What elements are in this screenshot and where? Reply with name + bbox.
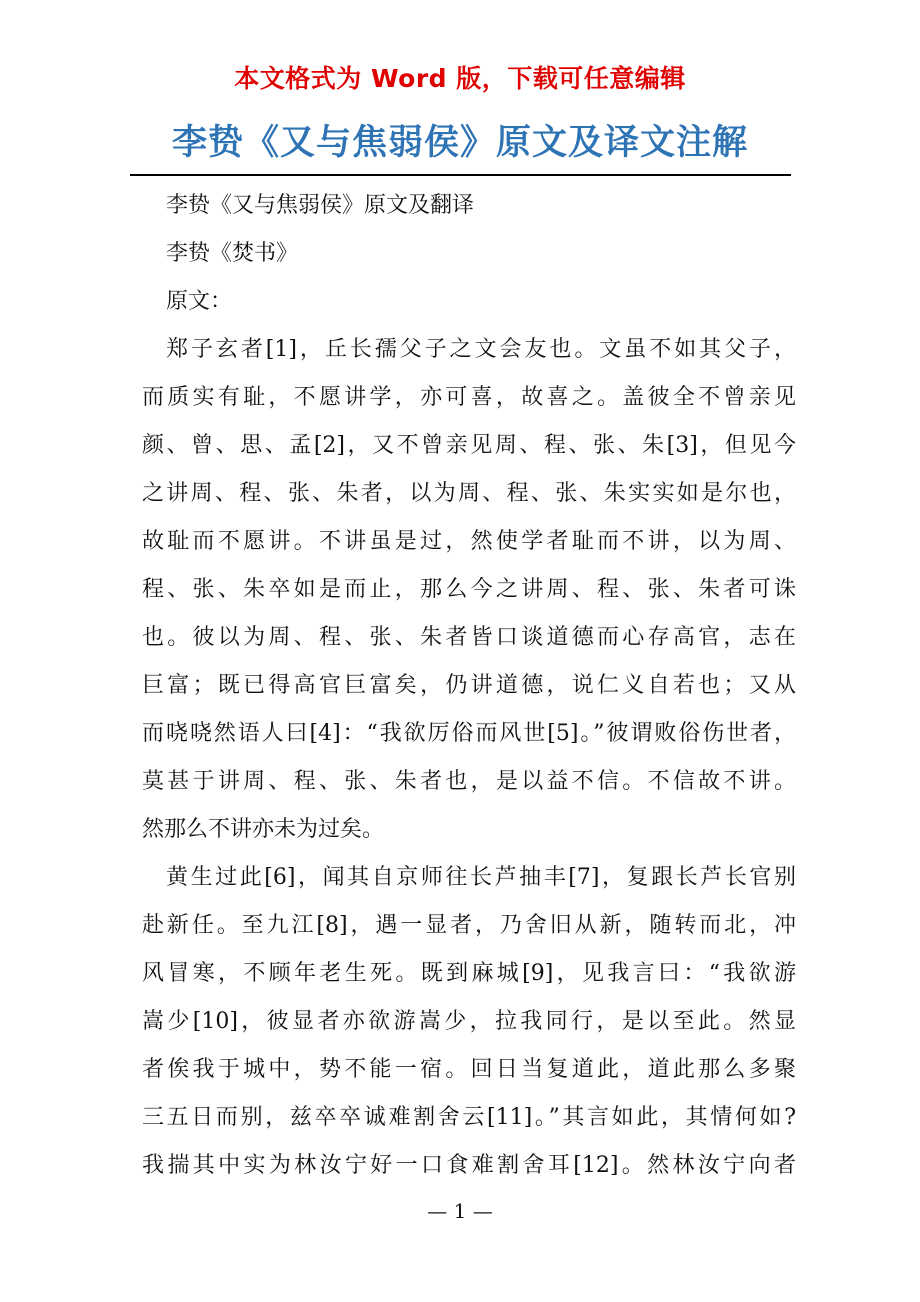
text-line: 之讲周、程、张、朱者，以为周、程、张、朱实实如是尔也，: [142, 481, 796, 506]
format-notice-banner: 本文格式为 Word 版，下载可任意编辑: [234, 64, 686, 93]
text-line: 而质实有耻，不愿讲学，亦可喜，故喜之。盖彼全不曾亲见: [142, 385, 796, 410]
text-line: 郑子玄者[1]，丘长孺父子之文会友也。文虽不如其父子，: [166, 337, 796, 362]
text-line: 我揣其中实为林汝宁好一口食难割舍耳[12]。然林汝宁向者: [142, 1153, 796, 1178]
text-line: 赴新任。至九江[8]，遇一显者，乃舍旧从新，随转而北，冲: [142, 913, 796, 938]
text-line: 颜、曾、思、孟[2]，又不曾亲见周、程、张、朱[3]，但见今: [142, 433, 796, 458]
text-line: 也。彼以为周、程、张、朱者皆口谈道德而心存高官，志在: [142, 625, 796, 650]
title-divider: [130, 174, 791, 176]
text-line: 莫甚于讲周、程、张、朱者也，是以益不信。不信故不讲。: [142, 769, 796, 794]
text-line: 者俟我于城中，势不能一宿。回日当复道此，道此那么多聚: [142, 1057, 796, 1082]
text-line: 风冒寒，不顾年老生死。既到麻城[9]，见我言曰：“我欲游: [142, 961, 796, 986]
text-line: 李贽《又与焦弱侯》原文及翻译: [166, 193, 475, 218]
text-line: 李贽《焚书》: [166, 241, 299, 266]
text-line: 原文：: [166, 289, 233, 314]
document-title: 李贽《又与焦弱侯》原文及译文注解: [171, 123, 748, 163]
text-line: 巨富；既已得高官巨富矣，仍讲道德，说仁义自若也；又从: [142, 673, 796, 698]
text-line: 嵩少[10]，彼显者亦欲游嵩少，拉我同行，是以至此。然显: [142, 1009, 796, 1034]
text-line: 程、张、朱卒如是而止，那么今之讲周、程、张、朱者可诛: [142, 577, 796, 602]
text-line: 然那么不讲亦未为过矣。: [142, 817, 385, 842]
text-line: 黄生过此[6]，闻其自京师往长芦抽丰[7]，复跟长芦长官别: [166, 865, 796, 890]
text-line: 故耻而不愿讲。不讲虽是过，然使学者耻而不讲，以为周、: [142, 529, 796, 554]
text-line: 而哓哓然语人曰[4]：“我欲厉俗而风世[5]。”彼谓败俗伤世者，: [142, 721, 796, 746]
page-number: — 1 —: [427, 1199, 493, 1223]
text-line: 三五日而别，兹卒卒诚难割舍云[11]。”其言如此，其情何如?: [142, 1105, 796, 1130]
document-body: [142, 182, 796, 1190]
